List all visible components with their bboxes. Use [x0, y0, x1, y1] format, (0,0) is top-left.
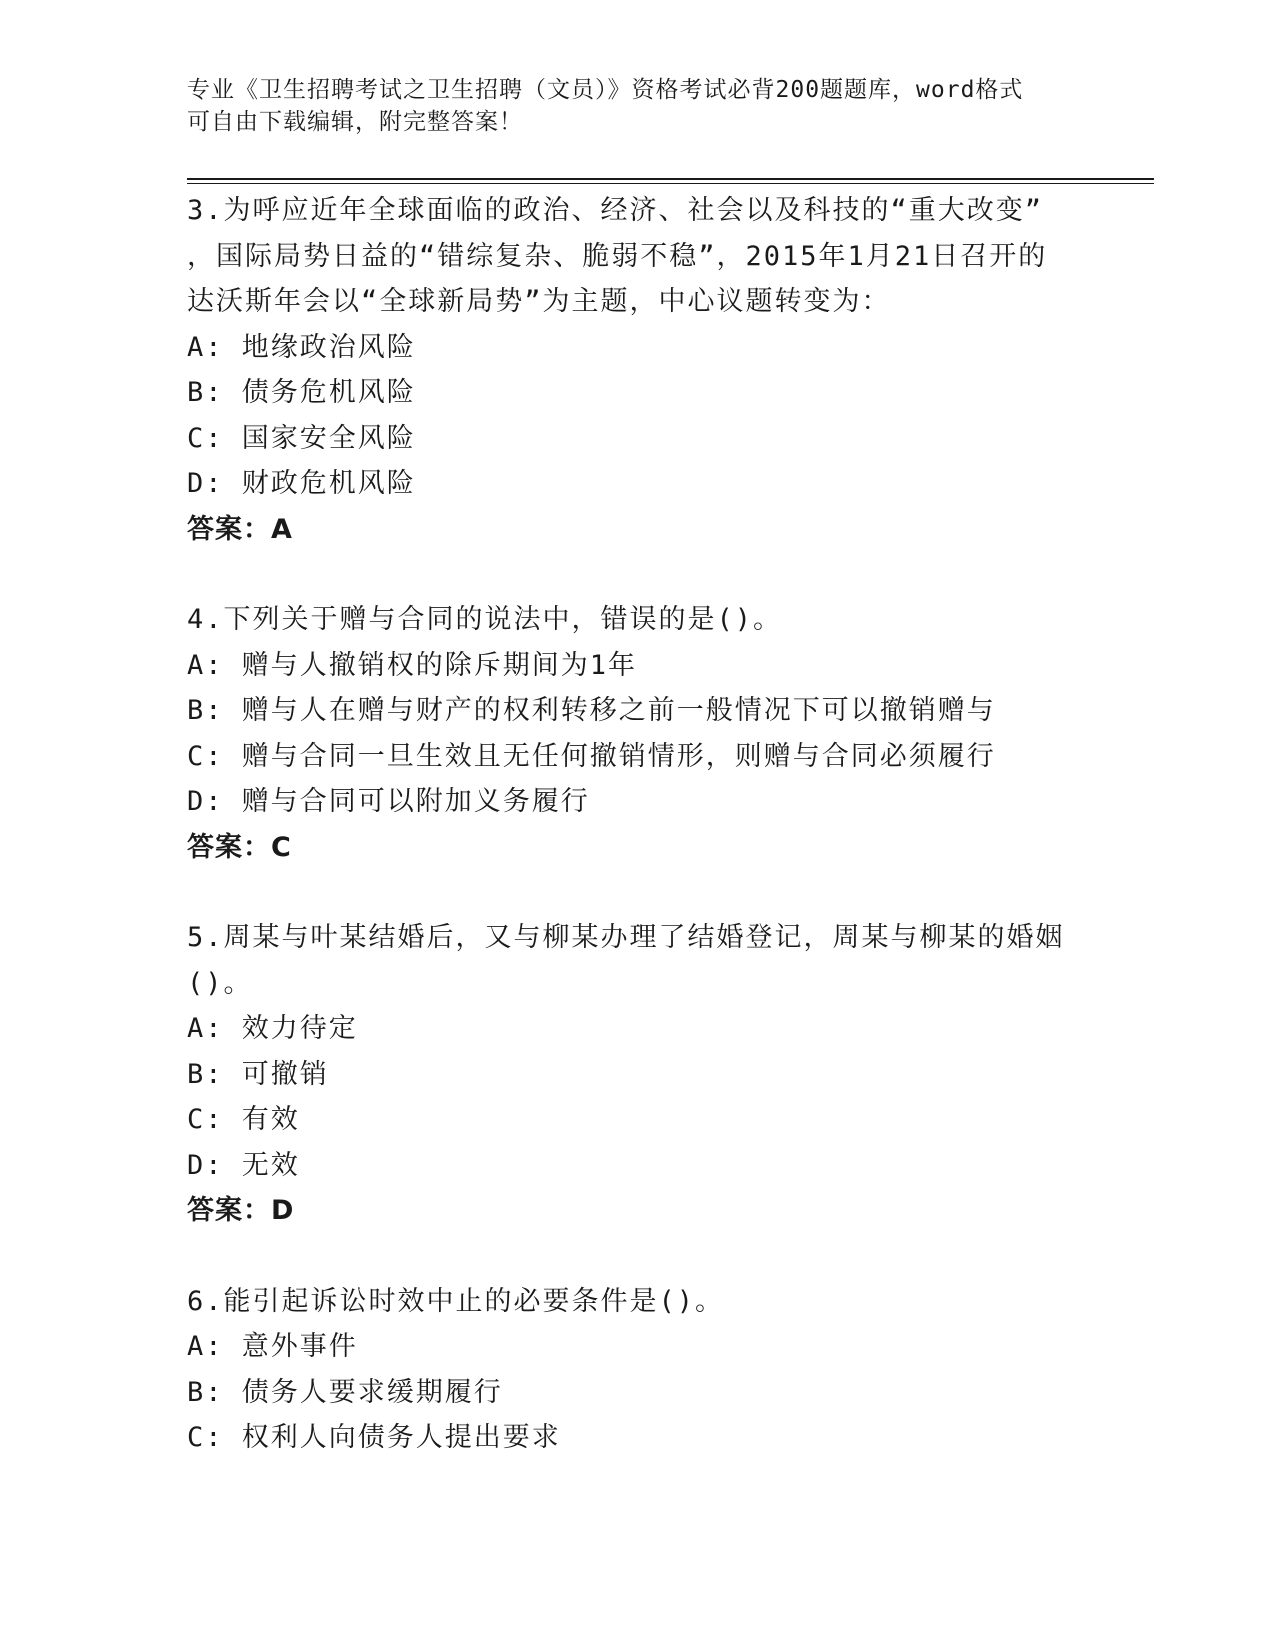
answer-line: 答案：A [187, 513, 293, 545]
header-line-1: 专业《卫生招聘考试之卫生招聘（文员）》资格考试必背200题题库，word格式 [187, 77, 1024, 103]
question-stem-line: ()。 [187, 967, 253, 999]
option-c: C: 赠与合同一旦生效且无任何撤销情形，则赠与合同必须履行 [187, 740, 996, 772]
question-stem-line: 4.下列关于赠与合同的说法中，错误的是()。 [187, 604, 783, 635]
question-block [187, 915, 1087, 1234]
question-stem-line: 5.周某与叶某结婚后，又与柳某办理了结婚登记，周某与柳某的婚姻 [187, 922, 1065, 953]
question-block [187, 597, 1087, 870]
option-c: C: 国家安全风险 [187, 422, 416, 454]
question-list [187, 188, 1087, 1506]
option-a: A: 赠与人撤销权的除斥期间为1年 [187, 649, 638, 681]
option-c: C: 权利人向债务人提出要求 [187, 1422, 561, 1453]
option-c: C: 有效 [187, 1104, 300, 1135]
option-a: A: 效力待定 [187, 1013, 358, 1044]
document-header [187, 74, 1087, 138]
option-d: D: 财政危机风险 [187, 468, 416, 499]
question-stem-line: ，国际局势日益的“错综复杂、脆弱不稳”，2015年1月21日召开的 [187, 240, 1048, 272]
answer-line: 答案：C [187, 831, 292, 863]
option-a: A: 地缘政治风险 [187, 331, 416, 363]
header-line-2: 可自由下载编辑，附完整答案！ [187, 109, 523, 135]
option-b: B: 债务危机风险 [187, 377, 416, 408]
option-b: B: 可撤销 [187, 1058, 329, 1090]
question-block [187, 188, 1087, 552]
question-stem-line: 6.能引起诉讼时效中止的必要条件是()。 [187, 1285, 725, 1317]
option-b: B: 债务人要求缓期履行 [187, 1376, 503, 1408]
question-block [187, 1279, 1087, 1461]
question-stem-line: 3.为呼应近年全球面临的政治、经济、社会以及科技的“重大改变” [187, 195, 1044, 226]
answer-line: 答案：D [187, 1195, 295, 1226]
header-rule-thick [187, 178, 1154, 180]
option-a: A: 意外事件 [187, 1331, 358, 1362]
option-d: D: 无效 [187, 1149, 300, 1181]
header-rule-thin [187, 183, 1154, 184]
option-b: B: 赠与人在赠与财产的权利转移之前一般情况下可以撤销赠与 [187, 695, 996, 726]
option-d: D: 赠与合同可以附加义务履行 [187, 786, 590, 817]
question-stem-line: 达沃斯年会以“全球新局势”为主题，中心议题转变为： [187, 286, 891, 317]
